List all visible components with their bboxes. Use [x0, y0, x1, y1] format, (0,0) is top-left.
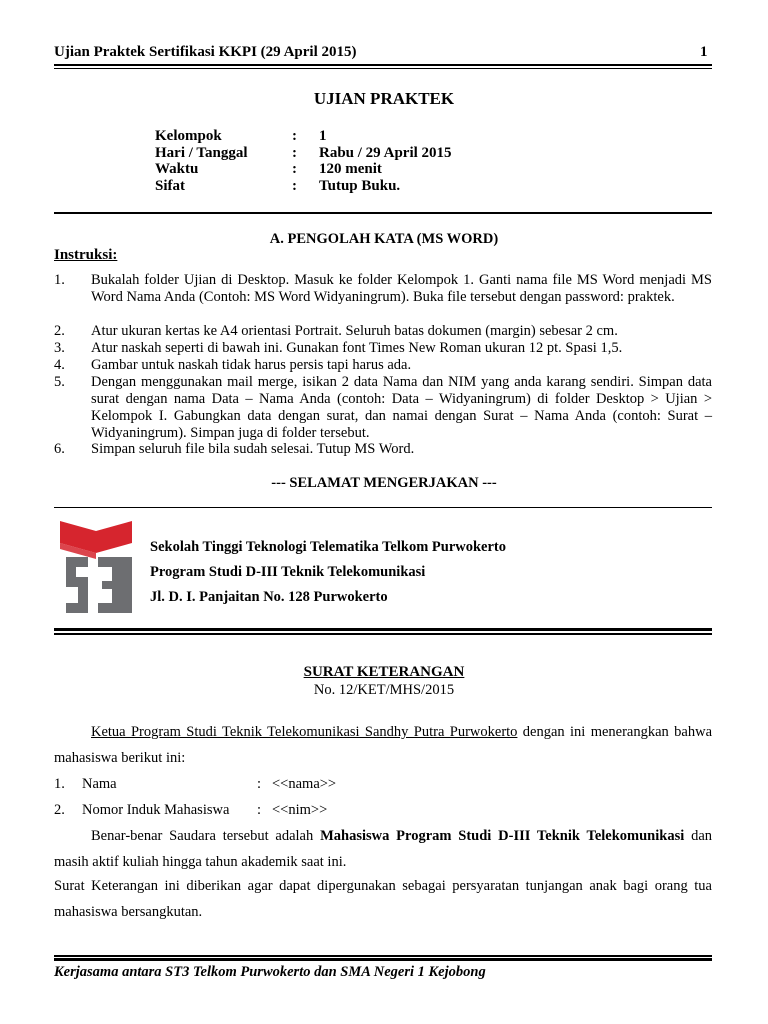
meta-value: Rabu / 29 April 2015 [319, 145, 452, 161]
letter-body-2: Surat Keterangan ini diberikan agar dapat dipergunakan sebagai persyaratan tunjangan anak bagi orang tua mahasiswa bersangkutan. [54, 878, 712, 920]
letter-signer: Ketua Program Studi Teknik Telekomunikasi Sandhy Putra Purwokerto [91, 724, 518, 740]
instruction-number: 6. [54, 441, 65, 457]
field-sep: : [257, 776, 262, 792]
field-label: Nomor Induk Mahasiswa [82, 802, 230, 818]
letter-opening [54, 719, 712, 771]
instruction-number: 3. [54, 340, 65, 356]
field-sep: : [257, 802, 262, 818]
instruction-text: Simpan seluruh file bila sudah selesai. Tutup MS Word. [91, 441, 415, 457]
letterhead-address: Jl. D. I. Panjaitan No. 128 Purwokerto [150, 589, 388, 605]
instruction-text: Atur ukuran kertas ke A4 orientasi Portrait. Seluruh batas dokumen (margin) sebesar 2 cm. [91, 323, 618, 339]
field-number: 1. [54, 776, 65, 792]
section-a-title: A. PENGOLAH KATA (MS WORD) [269, 231, 499, 247]
field-label: Nama [82, 776, 117, 792]
instruction-text: Atur naskah seperti di bawah ini. Gunakan font Times New Roman ukuran 12 pt. Spasi 1,5. [91, 340, 623, 356]
exam-title: UJIAN PRAKTEK [313, 89, 455, 108]
instruction-text: Bukalah folder Ujian di Desktop. Masuk ke folder Kelompok 1. Ganti nama file MS Word menjadi MS Word Nama Anda (Contoh: MS Word Widyaningrum). Buka file tersebut dengan password: praktek. [91, 272, 712, 305]
running-header-title: Ujian Praktek Sertifikasi KKPI (29 April 2015) [54, 44, 357, 60]
field-value: <<nama>> [272, 776, 337, 792]
meta-value: 1 [319, 128, 327, 144]
meta-key: Hari / Tanggal [155, 145, 248, 161]
letterhead-rule-thin [54, 633, 712, 635]
meta-sep: : [292, 128, 297, 144]
letterhead-rule [54, 628, 712, 631]
header-rule [54, 64, 712, 66]
letter-opening-rest: dengan ini menerangkan bahwa mahasiswa berikut ini: [54, 724, 713, 766]
instruction-number: 1. [54, 272, 65, 288]
letter-body-1 [54, 823, 712, 875]
letter-body-1c: dan masih aktif kuliah hingga tahun akademik saat ini. [54, 828, 713, 870]
meta-sep: : [292, 161, 297, 177]
instruction-number: 5. [54, 374, 65, 390]
section-divider [54, 212, 712, 214]
field-number: 2. [54, 802, 65, 818]
header-rule-thin [54, 68, 712, 69]
field-value: <<nim>> [272, 802, 328, 818]
meta-key: Waktu [155, 161, 199, 177]
letter-title: SURAT KETERANGAN [303, 664, 465, 680]
instruction-number: 4. [54, 357, 65, 373]
letterhead-institution: Sekolah Tinggi Teknologi Telematika Telkom Purwokerto [150, 539, 507, 555]
letter-body-1a: Benar-benar Saudara tersebut adalah [91, 828, 321, 844]
footer-text: Kerjasama antara ST3 Telkom Purwokerto dan SMA Negeri 1 Kejobong [54, 964, 486, 980]
st3-logo-icon [58, 519, 138, 615]
instruction-text: Dengan menggunakan mail merge, isikan 2 data Nama dan NIM yang anda karang sendiri. Simpan data surat dengan nama Data – Nama Anda (contoh: Data – Widyaningrum) di folder Desktop > Ujian > Kelompok I. Gabungkan data dengan surat, dan namai dengan Surat – Nama Anda (contoh: Surat – Widyaningrum). Simpan juga di folder tersebut. [91, 374, 712, 441]
instruction-text: Gambar untuk naskah tidak harus persis tapi harus ada. [91, 357, 412, 373]
instructions-label: Instruksi: [54, 247, 118, 263]
letter-body-1b: Mahasiswa Program Studi D-III Teknik Telekomunikasi [320, 828, 685, 844]
meta-key: Sifat [155, 178, 185, 194]
letter-number: No. 12/KET/MHS/2015 [313, 682, 455, 698]
instruction-number: 2. [54, 323, 65, 339]
letterhead-program: Program Studi D-III Teknik Telekomunikasi [150, 564, 426, 580]
meta-value: 120 menit [319, 161, 382, 177]
meta-sep: : [292, 145, 297, 161]
page-number: 1 [700, 44, 708, 60]
meta-value: Tutup Buku. [319, 178, 401, 194]
meta-sep: : [292, 178, 297, 194]
section-divider [54, 507, 712, 508]
meta-key: Kelompok [155, 128, 222, 144]
footer-rule [54, 955, 712, 957]
closing-line: --- SELAMAT MENGERJAKAN --- [271, 475, 497, 491]
footer-rule-thick [54, 958, 712, 961]
